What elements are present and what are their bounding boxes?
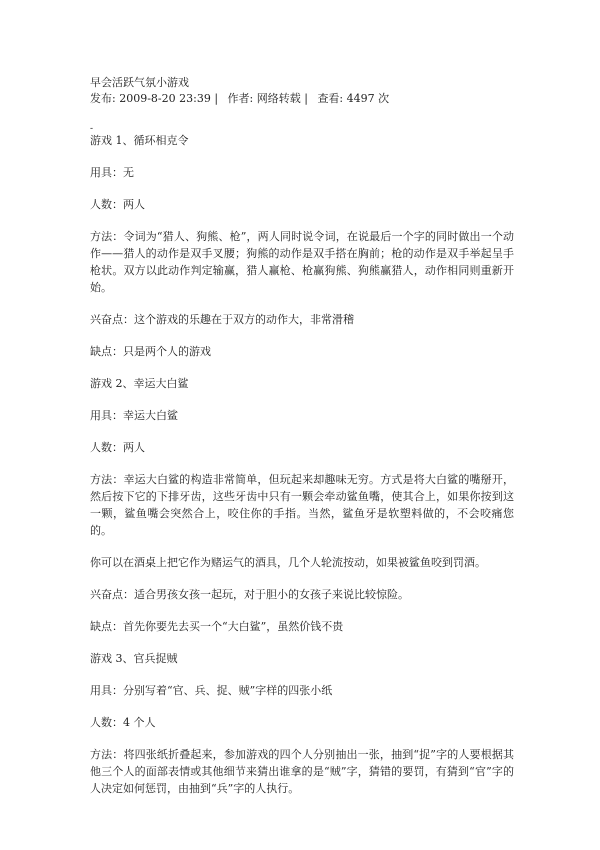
game-3-heading: 游戏 3、官兵捉贼 bbox=[90, 652, 178, 665]
game-3-method: 方法：将四张纸折叠起来，参加游戏的四个人分别抽出一张，抽到“捉”字的人要根据其他三个人的面部表情或其他细节来猜出谁拿的是“贼”字，猜错的要罚，有猜到“官”字的人决定如何惩罚，由抽到“兵”字的人执行。 bbox=[90, 748, 514, 795]
game-2-variant: 你可以在酒桌上把它作为赌运气的酒具，几个人轮流按动，如果被鲨鱼咬到罚酒。 bbox=[90, 556, 486, 569]
game-1-tools: 用具：无 bbox=[90, 166, 134, 179]
game-2-tools: 用具：幸运大白鲨 bbox=[90, 409, 178, 422]
game-1-highlight: 兴奋点：这个游戏的乐趣在于双方的动作大，非常滑稽 bbox=[90, 313, 354, 326]
game-2-drawback: 缺点：首先你要先去买一个“大白鲨”，虽然价钱不贵 bbox=[90, 620, 344, 633]
view-count: 查看: 4497 次 bbox=[317, 92, 390, 105]
game-1-method: 方法：令词为“猎人、狗熊、枪”，两人同时说令词，在说最后一个字的同时做出一个动作——猎人的动作是双手叉腰；狗熊的动作是双手搭在胸前；枪的动作是双手举起呈手枪状。双方以此动作判定输赢，猎人赢枪、枪赢狗熊、狗熊赢猎人，动作相同则重新开始。 bbox=[90, 230, 514, 294]
publish-date: 发布: 2009-8-20 23:39 | bbox=[90, 92, 219, 105]
game-2-heading: 游戏 2、幸运大白鲨 bbox=[90, 377, 189, 390]
article-header bbox=[90, 75, 395, 107]
game-3-players: 人数：4 个人 bbox=[90, 716, 156, 729]
game-1-heading: 游戏 1、循环相克令 bbox=[90, 134, 189, 147]
game-1-drawback: 缺点：只是两个人的游戏 bbox=[90, 345, 211, 358]
game-2-highlight: 兴奋点：适合男孩女孩一起玩，对于胆小的女孩子来说比较惊险。 bbox=[90, 588, 409, 601]
game-3-tools: 用具：分别写着“官、兵、捉、贼”字样的四张小纸 bbox=[90, 684, 333, 697]
game-1-players: 人数：两人 bbox=[90, 198, 145, 211]
article-meta bbox=[90, 91, 395, 107]
game-2-players: 人数：两人 bbox=[90, 441, 145, 454]
article-body bbox=[90, 132, 514, 812]
author-label: 作者: 网络转载 | bbox=[227, 92, 308, 105]
game-2-method: 方法：幸运大白鲨的构造非常简单，但玩起来却趣味无穷。方式是将大白鲨的嘴掰开，然后按下它的下排牙齿，这些牙齿中只有一颗会牵动鲨鱼嘴，使其合上，如果你按到这一颗，鲨鱼嘴会突然合上，咬住你的手指。当然，鲨鱼牙是软塑料做的，不会咬痛您的。 bbox=[90, 473, 514, 537]
article-title: 早会活跃气氛小游戏 bbox=[90, 76, 189, 89]
stray-mark: - bbox=[90, 124, 94, 134]
